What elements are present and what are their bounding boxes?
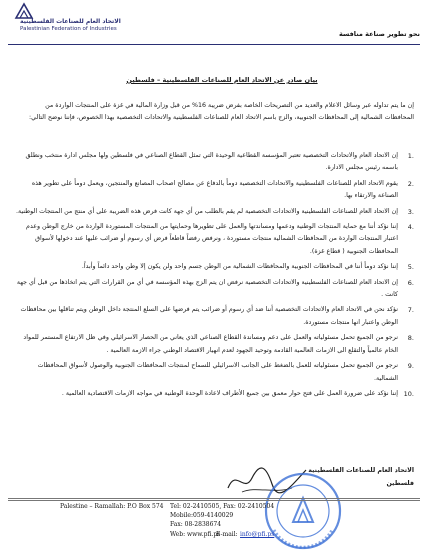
footer-tel-fax: Tel: 02-2410505, Fax: 02-2410504 — [170, 503, 275, 510]
logo-name-english: Palestinian Federation of Industries — [20, 26, 117, 32]
point-number: .5 — [407, 263, 414, 272]
statement-point — [16, 277, 414, 302]
signature-organization: الاتحاد العام للصناعات الفلسطينية — [308, 467, 414, 474]
logo-name-arabic: الاتحاد العام للصناعات الفلسطينية — [20, 18, 121, 25]
statement-points — [16, 150, 414, 403]
point-number: .3 — [407, 207, 414, 216]
point-number: .8 — [407, 334, 414, 343]
point-number: .1 — [407, 152, 414, 160]
statement-point — [16, 388, 414, 400]
point-text: إننا نؤكد أننا مع حماية المنتجات الوطنية ودعمها ومساندتها والعمل على تطويرها وحمايتها من المنتجات المستوردة الواردة من خارج الوطن وعدم اعتبار المنتجات الواردة من المحافظات الشمالية منتجات مستوردة ، ونرفض رفضاً قاطعاً فرض أي رسوم أو ضرائب عليها عند دخولها لأسواق المحافظات الجنوبية ( قطاع غزة). — [26, 223, 398, 255]
footer-email-link[interactable]: info@pfi.ps — [240, 531, 275, 538]
statement-intro: إن ما يتم تداوله عبر وسائل الاعلام والعديد من التصريحات الخاصة بفرض ضريبة 16% من قبل وزارة المالية في غزة على المنتجات الواردة من المحافظات الشمالية إلى المحافظات الجنوبية، والزج باسم الاتحاد العام للصناعات الفلسطينية والاتحادات التخصصية بهذا الخصوص، فإننا نوضح التالي: — [29, 102, 414, 121]
point-text: نرجو من الجميع تحمل مسئولياته للعمل بالضغط على الجانب الاسرائيلي للسماح لمنتجات المحافظات الجنوبية والوصول لأسواق المحافظات الشمالية. — [37, 362, 398, 382]
point-number: .10 — [403, 389, 414, 398]
statement-point — [16, 332, 414, 357]
point-text: إننا نؤكد دوماً أننا في المحافظات الجنوبية والمحافظات الشمالية من الوطن جسم واحد ولن يكون إلا وطن واحد دائماً وأبداً. — [81, 263, 398, 271]
statement-point — [16, 360, 414, 385]
point-text: نؤكد نحن في الاتحاد العام والاتحادات التخصصية أننا ضد أي رسوم أو ضرائب يتم فرضها على السلع المنتجة داخل الوطن ويتم تناقلها بين محافظات الوطن واعتبار انها منتجات مستوردة. — [20, 306, 398, 326]
point-number: .2 — [407, 179, 414, 188]
footer-email-label: E-mail: — [216, 531, 238, 538]
point-number: .4 — [407, 223, 414, 232]
header-slogan: نحو تطوير صناعة منافسة — [338, 30, 420, 38]
footer-website-link[interactable]: Web: www.pfi.ps — [170, 531, 221, 538]
point-number: .9 — [407, 362, 414, 371]
federation-logo — [6, 2, 126, 42]
statement-point — [16, 178, 414, 203]
footer-divider — [8, 498, 420, 499]
footer-mobile: Mobile:059-4140029 — [170, 512, 234, 519]
point-number: .7 — [407, 306, 414, 315]
point-text: يقوم الاتحاد العام للصناعات الفلسطينية والاتحادات التخصصية دوماً بالدفاع عن مصالح اصحاب المصانع والمنتجين، ويعمل دوماً على تطوير هذه الصناعة والارتقاء بها. — [31, 179, 398, 200]
statement-point — [16, 221, 414, 258]
signature-place: فلسطين — [386, 480, 414, 487]
statement-point — [16, 304, 414, 329]
statement-point — [16, 261, 414, 273]
header-divider — [8, 44, 420, 45]
statement-point — [16, 150, 414, 175]
point-number: .6 — [407, 278, 414, 287]
footer-divider-thin — [8, 500, 420, 501]
footer-address: Palestine – Ramallah: P.O Box 574 — [60, 503, 164, 510]
point-text: إن الاتحاد العام للصناعات الفلسطينية والاتحادات التخصصية لم يقم بالطلب من أي جهة كانت فرض هذه الضريبة على أي منتج من المنتجات الوطنية. — [15, 207, 398, 215]
point-text: نرجو من الجميع تحمل مسئولياته والعمل على دعم ومساندة القطاع الصناعي الذي يعاني من الحصار الاسرائيلي وفي ظل الارتفاع المستمر للمواد الخام عالمياً والتقلع الى الازمات العالمية القادمة وتوحيد الجهود لعدم انهيار الاقتصاد الوطني جراء الازمة العالمية . — [23, 334, 398, 354]
point-text: إن الاتحاد العام للصناعات الفلسطينية والاتحادات التخصصية نرفض ان يتم الزج بهذه المؤسسة في أي من القرارات التي يتم اتخاذها من قبل أي جهة كانت . — [16, 278, 398, 299]
point-text: إننا نؤكد على ضرورة العمل على فتح حوار معمق بين جميع الأطراف لاعادة الوحدة الوطنية في مواجه الازمات الاقتصادية العالمية . — [61, 389, 398, 397]
federation-stamp — [262, 470, 344, 552]
point-text: إن الاتحاد العام والاتحادات التخصصية تعتبر المؤسسة القطاعية الوحيدة التي تمثل القطاع الصناعي في فلسطين ولها مجلس ادارة منتخب ونطلق باسمه رئيس مجلس الادارة. — [25, 152, 398, 172]
statement-subject: بيان صادر عن الاتحاد العام للصناعات الفلسطينية – فلسطين — [126, 76, 318, 84]
statement-point — [16, 206, 414, 218]
footer-fax: Fax: 08-2838674 — [170, 521, 222, 528]
